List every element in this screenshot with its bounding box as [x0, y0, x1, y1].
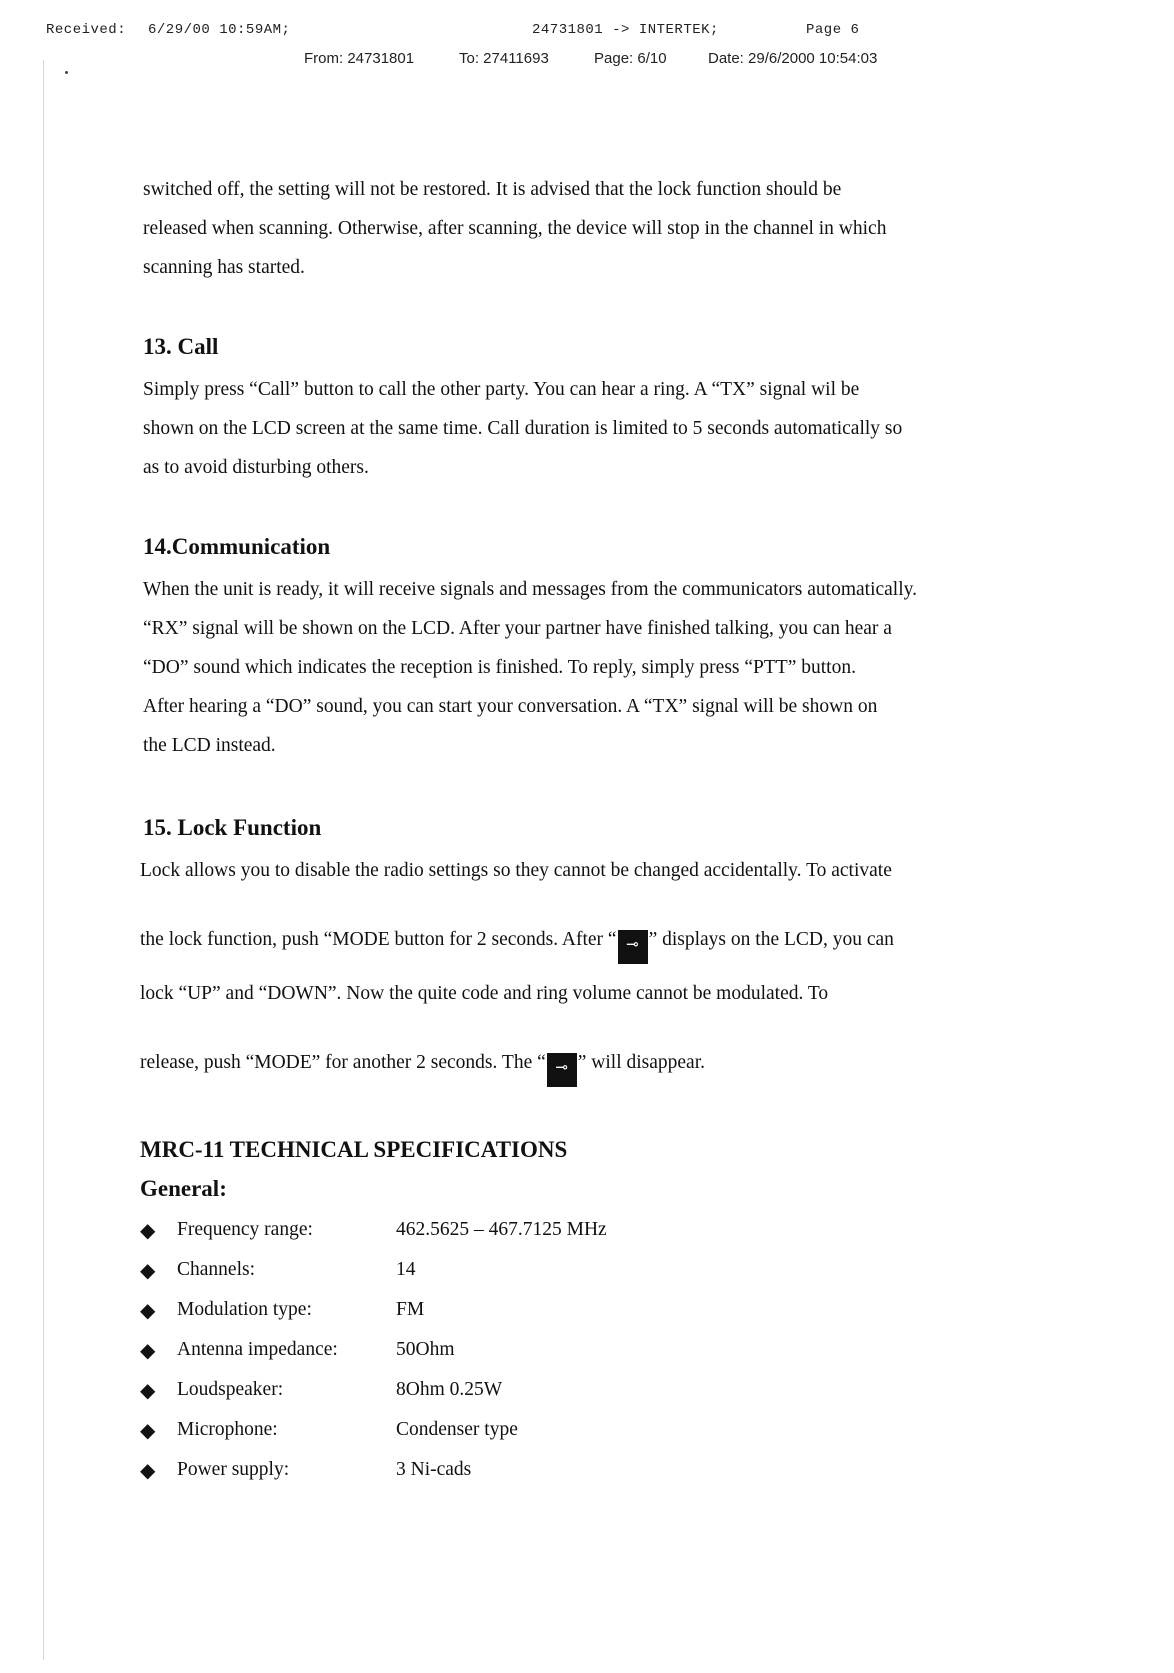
paragraph-line: When the unit is ready, it will receive signals and messages from the communicators automatically.	[143, 579, 917, 600]
diamond-bullet-icon: ◆	[140, 1258, 156, 1282]
key-icon: ⊸	[547, 1053, 577, 1087]
spec-label: Loudspeaker:	[177, 1379, 284, 1400]
paragraph-line: as to avoid disturbing others.	[143, 457, 369, 478]
section-13-body	[143, 370, 1013, 487]
diamond-bullet-icon: ◆	[140, 1378, 156, 1402]
spec-value: 50Ohm	[396, 1339, 455, 1360]
fax-to: To: 27411693	[459, 50, 549, 67]
spec-value: FM	[396, 1299, 425, 1320]
section-15-body	[140, 851, 1010, 1087]
diamond-bullet-icon: ◆	[140, 1218, 156, 1242]
received-label: Received:	[46, 22, 127, 38]
paragraph-line-with-key: release, push “MODE” for another 2 seconds. The “ ⊸ ” will disappear.	[140, 1043, 1010, 1087]
spec-label: Frequency range:	[177, 1219, 313, 1240]
spec-label: Microphone:	[177, 1419, 278, 1440]
paragraph-line: lock “UP” and “DOWN”. Now the quite code and ring volume cannot be modulated. To	[140, 983, 829, 1004]
diamond-bullet-icon: ◆	[140, 1298, 156, 1322]
spec-label: Channels:	[177, 1259, 255, 1280]
spec-value: Condenser type	[396, 1419, 518, 1440]
key-icon: ⊸	[618, 930, 648, 964]
paragraph-line: Lock allows you to disable the radio settings so they cannot be changed accidentally. To activate	[140, 860, 892, 881]
paragraph-line: “DO” sound which indicates the reception is finished. To reply, simply press “PTT” button.	[143, 657, 856, 678]
intro-paragraph	[143, 170, 1013, 287]
paragraph-line: switched off, the setting will not be restored. It is advised that the lock function should be	[143, 179, 842, 200]
spec-label: Power supply:	[177, 1459, 290, 1480]
specs-subtitle: General:	[140, 1176, 227, 1201]
section-14-heading: 14.Communication	[143, 534, 331, 559]
fax-route: 24731801 -> INTERTEK;	[532, 22, 719, 38]
paragraph-line: released when scanning. Otherwise, after scanning, the device will stop in the channel in which	[143, 218, 887, 239]
page-edge-line	[43, 60, 44, 1660]
paragraph-line: the LCD instead.	[143, 735, 276, 756]
spec-value: 14	[396, 1259, 416, 1280]
fax-from: From: 24731801	[304, 50, 415, 67]
fax-page: Page 6	[806, 22, 860, 38]
paragraph-line: “RX” signal will be shown on the LCD. After your partner have finished talking, you can hear a	[143, 618, 892, 639]
section-14-body	[143, 570, 1013, 765]
diamond-bullet-icon: ◆	[140, 1418, 156, 1442]
fax-page-count: Page: 6/10	[594, 50, 667, 67]
paragraph-line: After hearing a “DO” sound, you can start your conversation. A “TX” signal will be shown on	[143, 696, 878, 717]
diamond-bullet-icon: ◆	[140, 1338, 156, 1362]
spec-label: Modulation type:	[177, 1299, 312, 1320]
paragraph-line-with-key: the lock function, push “MODE button for 2 seconds. After “ ⊸ ” displays on the LCD, you can	[140, 920, 1010, 964]
fax-date: Date: 29/6/2000 10:54:03	[708, 50, 878, 67]
paragraph-line: shown on the LCD screen at the same time. Call duration is limited to 5 seconds automatically so	[143, 418, 903, 439]
spec-value: 8Ohm 0.25W	[396, 1379, 503, 1400]
spec-label: Antenna impedance:	[177, 1339, 338, 1360]
spec-value: 462.5625 – 467.7125 MHz	[396, 1219, 607, 1240]
specs-title: MRC-11 TECHNICAL SPECIFICATIONS	[140, 1137, 568, 1162]
received-datetime: 6/29/00 10:59AM;	[148, 22, 291, 38]
spec-value: 3 Ni-cads	[396, 1459, 472, 1480]
section-15-heading: 15. Lock Function	[143, 815, 322, 840]
paragraph-line: Simply press “Call” button to call the other party. You can hear a ring. A “TX” signal wil be	[143, 379, 860, 400]
section-13-heading: 13. Call	[143, 334, 219, 359]
paragraph-line: scanning has started.	[143, 257, 305, 278]
diamond-bullet-icon: ◆	[140, 1458, 156, 1482]
